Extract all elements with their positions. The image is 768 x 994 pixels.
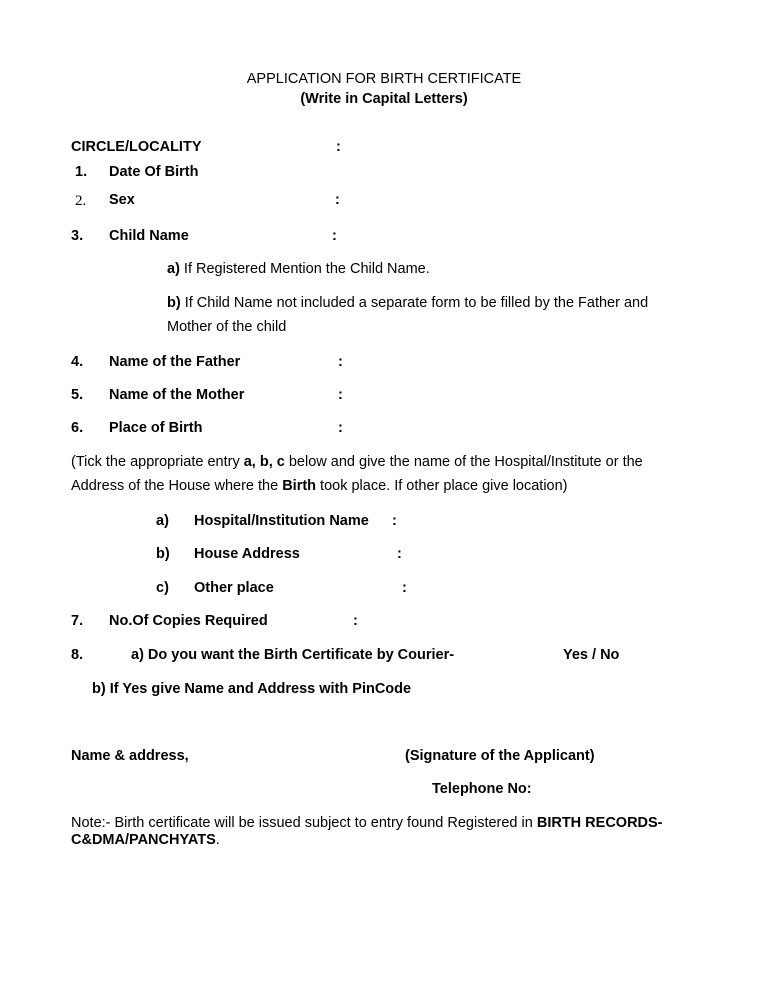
child-name-label: Child Name bbox=[109, 228, 189, 244]
option-b-text-line2: Mother of the child bbox=[167, 319, 287, 335]
item-2-number: 2. bbox=[75, 193, 87, 209]
name-address-label: Name & address, bbox=[71, 748, 189, 764]
form-title: APPLICATION FOR BIRTH CERTIFICATE bbox=[246, 71, 522, 87]
item-3-number: 3. bbox=[71, 228, 84, 244]
house-address-colon: : bbox=[397, 546, 402, 562]
copies-required-label: No.Of Copies Required bbox=[109, 613, 268, 629]
circle-locality-colon: : bbox=[336, 139, 341, 155]
option-b-text-line1: If Child Name not included a separate form to be filled by the Father and bbox=[180, 295, 649, 311]
place-option-a-marker: a) bbox=[156, 513, 169, 529]
telephone-label: Telephone No: bbox=[432, 781, 532, 797]
note-line1: Note:- Birth certificate will be issued subject to entry found Registered in BIRTH RECORDS- bbox=[71, 815, 663, 831]
tick-instruction-line1: (Tick the appropriate entry a, b, c below and give the name of the Hospital/Institute or the bbox=[71, 454, 643, 470]
note-line2: C&DMA/PANCHYATS. bbox=[71, 832, 220, 848]
sex-label: Sex bbox=[109, 192, 135, 208]
option-a-marker: a) bbox=[167, 261, 180, 277]
option-a-text: If Registered Mention the Child Name. bbox=[179, 261, 430, 277]
courier-question: a) Do you want the Birth Certificate by Courier- bbox=[131, 647, 455, 663]
option-b-marker: b) bbox=[167, 295, 181, 311]
courier-yes-no: Yes / No bbox=[563, 647, 620, 663]
item-1-number: 1. bbox=[75, 164, 88, 180]
other-place-colon: : bbox=[402, 580, 407, 596]
item-7-number: 7. bbox=[71, 613, 84, 629]
sex-colon: : bbox=[335, 192, 340, 208]
father-name-label: Name of the Father bbox=[109, 354, 241, 370]
place-of-birth-colon: : bbox=[338, 420, 343, 436]
mother-name-label: Name of the Mother bbox=[109, 387, 245, 403]
tick-instruction-line2: Address of the House where the Birth took place. If other place give location) bbox=[71, 478, 568, 494]
child-name-option-a bbox=[167, 260, 430, 278]
copies-required-colon: : bbox=[353, 613, 358, 629]
applicant-signature-label: (Signature of the Applicant) bbox=[405, 748, 595, 764]
item-5-number: 5. bbox=[71, 387, 84, 403]
place-option-c-marker: c) bbox=[156, 580, 169, 596]
date-of-birth-label: Date Of Birth bbox=[109, 164, 199, 180]
item-4-number: 4. bbox=[71, 354, 84, 370]
courier-address-instruction: b) If Yes give Name and Address with PinCode bbox=[92, 681, 412, 697]
father-name-colon: : bbox=[338, 354, 343, 370]
other-place-label: Other place bbox=[194, 580, 274, 596]
mother-name-colon: : bbox=[338, 387, 343, 403]
place-option-b-marker: b) bbox=[156, 546, 170, 562]
child-name-colon: : bbox=[332, 228, 337, 244]
circle-locality-label: CIRCLE/LOCALITY bbox=[71, 139, 202, 155]
place-of-birth-label: Place of Birth bbox=[109, 420, 203, 436]
hospital-name-colon: : bbox=[392, 513, 397, 529]
child-name-option-b bbox=[167, 294, 648, 312]
item-6-number: 6. bbox=[71, 420, 84, 436]
house-address-label: House Address bbox=[194, 546, 300, 562]
form-subtitle: (Write in Capital Letters) bbox=[300, 91, 468, 107]
hospital-name-label: Hospital/Institution Name bbox=[194, 513, 369, 529]
item-8-number: 8. bbox=[71, 647, 84, 663]
